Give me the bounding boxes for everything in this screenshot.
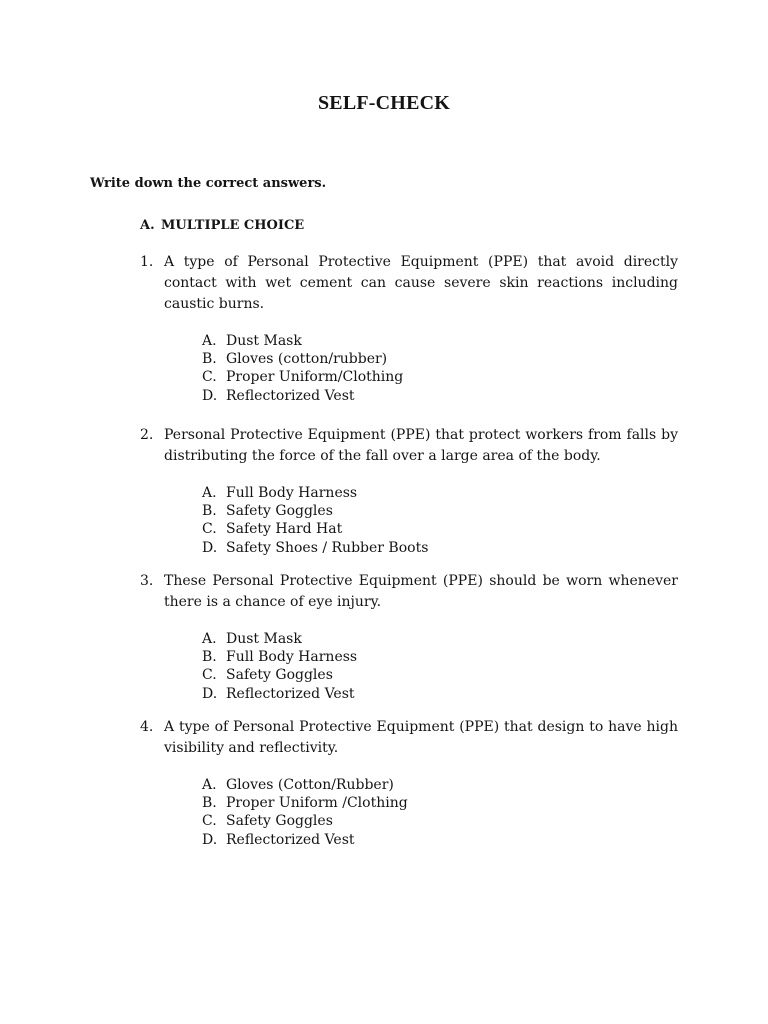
question-number: 4. [140, 719, 154, 735]
question-number: 1. [140, 254, 154, 270]
option-letter: C. [202, 667, 217, 684]
option-letter: C. [202, 369, 217, 386]
option-letter: D. [202, 387, 218, 404]
answer-options [202, 630, 678, 703]
section-title: MULTIPLE CHOICE [161, 218, 305, 233]
option-text: Dust Mask [226, 333, 302, 349]
page-title: SELF-CHECK [317, 92, 451, 114]
answer-option [202, 332, 678, 350]
question-number: 2. [140, 427, 154, 443]
answer-option [202, 520, 678, 538]
question-text: A type of Personal Protective Equipment (PPE) that avoid directly contact with wet cement can cause severe skin reactions including caustic burns. [164, 254, 678, 312]
section-heading [140, 218, 304, 233]
answer-option [202, 812, 678, 830]
option-text: Dust Mask [226, 631, 302, 647]
option-letter: C. [202, 813, 217, 830]
answer-options [202, 332, 678, 405]
question-text: Personal Protective Equipment (PPE) that protect workers from falls by distributing the force of the fall over a large area of the body. [164, 427, 678, 464]
answer-option [202, 502, 678, 520]
option-letter: D. [202, 831, 218, 848]
answer-option [202, 387, 678, 405]
answer-options [202, 484, 678, 557]
option-letter: B. [202, 649, 217, 666]
answer-option [202, 648, 678, 666]
instruction-text: Write down the correct answers. [90, 176, 327, 191]
question-number: 3. [140, 573, 154, 589]
option-letter: A. [202, 333, 217, 349]
question-2 [140, 425, 678, 557]
question-1 [140, 252, 678, 405]
answer-option [202, 539, 678, 557]
option-text: Full Body Harness [226, 485, 358, 501]
option-text: Safety Goggles [226, 813, 333, 830]
option-text: Full Body Harness [226, 649, 358, 666]
option-text: Reflectorized Vest [226, 831, 355, 848]
option-letter: C. [202, 521, 217, 538]
answer-option [202, 831, 678, 849]
answer-options [202, 776, 678, 849]
option-letter: B. [202, 795, 217, 812]
option-text: Safety Hard Hat [226, 521, 343, 538]
question-3 [140, 571, 678, 703]
option-letter: A. [202, 485, 217, 501]
question-text: A type of Personal Protective Equipment (PPE) that design to have high visibility and reflectivity. [164, 719, 678, 756]
option-text: Gloves (cotton/rubber) [226, 351, 388, 368]
answer-option [202, 794, 678, 812]
option-text: Reflectorized Vest [226, 387, 355, 404]
option-text: Proper Uniform/Clothing [226, 369, 404, 386]
option-letter: B. [202, 503, 217, 520]
option-letter: A. [202, 777, 217, 793]
option-letter: B. [202, 351, 217, 368]
option-text: Safety Goggles [226, 503, 333, 520]
answer-option [202, 666, 678, 684]
option-text: Safety Goggles [226, 667, 333, 684]
option-text: Safety Shoes / Rubber Boots [226, 539, 429, 556]
question-4 [140, 717, 678, 849]
answer-option [202, 685, 678, 703]
option-letter: D. [202, 539, 218, 556]
option-text: Proper Uniform /Clothing [226, 795, 408, 812]
option-text: Gloves (Cotton/Rubber) [226, 777, 394, 793]
answer-option [202, 630, 678, 648]
answer-option [202, 484, 678, 502]
question-text: These Personal Protective Equipment (PPE) should be worn whenever there is a chance of eye injury. [164, 573, 678, 610]
answer-option [202, 368, 678, 386]
option-letter: D. [202, 685, 218, 702]
answer-option [202, 350, 678, 368]
option-text: Reflectorized Vest [226, 685, 355, 702]
section-letter: A. [140, 218, 155, 233]
option-letter: A. [202, 631, 217, 647]
answer-option [202, 776, 678, 794]
